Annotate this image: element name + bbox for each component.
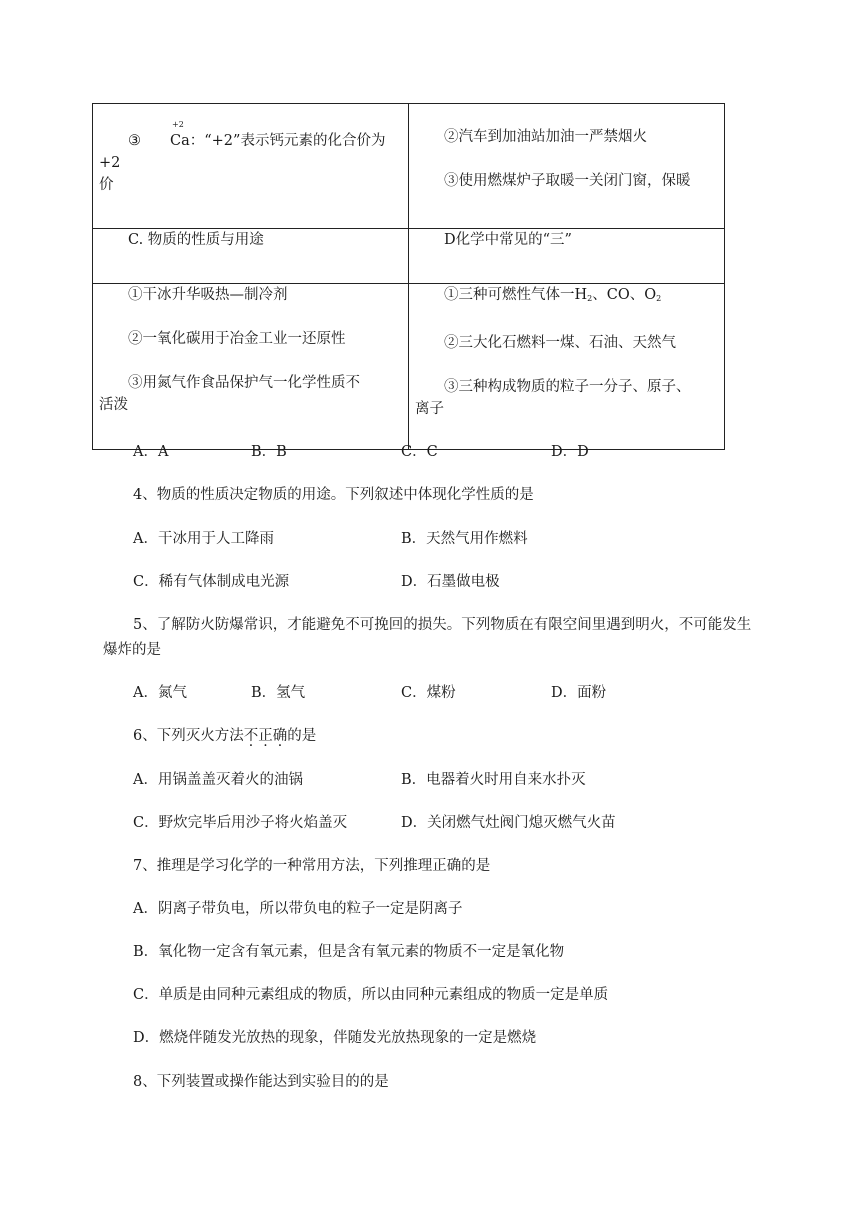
row3-left-line-3: ③用氮气作食品保护气一化学性质不: [128, 375, 360, 391]
section-c-heading: C. 物质的性质与用途: [128, 232, 264, 248]
q6-stem-b: 的是: [287, 728, 317, 744]
q6-option-d: D．关闭燃气灶阀门熄灭燃气火苗: [401, 815, 616, 831]
row1-left-continuation: 价: [99, 177, 114, 193]
subscript: 2: [587, 294, 593, 303]
row3-right-line-1-a: ①三种可燃性气体一H: [444, 287, 588, 303]
table-cell-row2-left: [93, 229, 409, 284]
emphasis-char: 正: [258, 728, 273, 744]
calcium-ion-symbol: [141, 120, 190, 152]
q4-option-d: D．石墨做电极: [401, 574, 500, 590]
q6-stem-a: 6、下列灭火方法: [133, 728, 244, 744]
q4-stem: 4、物质的性质决定物质的用途。下列叙述中体现化学性质的是: [133, 487, 534, 503]
q5-option-d: D．面粉: [551, 685, 607, 701]
q7-option-b: B．氧化物一定含有氧元素，但是含有氧元素的物质不一定是氧化物: [133, 944, 565, 960]
q6-option-c: C．野炊完毕后用沙子将火焰盖灭: [133, 815, 348, 831]
comparison-table: [92, 103, 725, 450]
element-symbol: Ca: [170, 133, 190, 149]
q6-stem: [133, 725, 316, 747]
table-row: [93, 284, 725, 450]
row1-right-line-1: ②汽车到加油站加油一严禁烟火: [444, 129, 647, 145]
emphasis-char: 不: [243, 728, 259, 744]
q5-stem-line-2: 爆炸的是: [103, 642, 161, 658]
q7-stem: 7、推理是学习化学的一种常用方法，下列推理正确的是: [133, 858, 491, 874]
q3-option-d: D．D: [551, 444, 589, 460]
q3-option-b: B．B: [251, 444, 287, 460]
row1-right-line-2: ③使用燃煤炉子取暖一关闭门窗，保暖: [444, 173, 691, 189]
row3-right-line-3: ③三种构成物质的粒子一分子、原子、: [444, 379, 691, 395]
q3-option-c: C．C: [401, 444, 438, 460]
row3-right-line-1: [415, 284, 718, 310]
table-row: [93, 229, 725, 284]
section-d-heading: D化学中常见的“三”: [444, 232, 572, 248]
q4-option-a: A．干冰用于人工降雨: [133, 531, 274, 547]
row1-left-text: ：“+2”表示钙元素的化合价为+2: [99, 133, 386, 171]
q7-option-c: C．单质是由同种元素组成的物质，所以由同种元素组成的物质一定是单质: [133, 987, 609, 1003]
q5-option-a: A．氮气: [133, 685, 187, 701]
table-cell-row3-right: [409, 284, 725, 450]
q5-option-c: C．煤粉: [401, 685, 456, 701]
table-cell-row1-left: [93, 104, 409, 229]
circled-number: ③: [128, 133, 141, 149]
subscript: 2: [656, 294, 662, 303]
q6-option-b: B．电器着火时用自来水扑灭: [401, 772, 586, 788]
q7-option-d: D．燃烧伴随发光放热的现象，伴随发光放热现象的一定是燃烧: [133, 1030, 537, 1046]
emphasis-char: 确: [272, 728, 288, 744]
row3-left-line-1: ①干冰升华吸热—制冷剂: [128, 287, 288, 303]
row3-right-line-1-b: 、CO、O: [592, 287, 657, 303]
q3-option-a: A．A: [133, 444, 169, 460]
row3-right-line-4: 离子: [415, 401, 444, 417]
row3-left-line-4: 活泼: [99, 397, 128, 413]
q5-stem-line-1: 5、了解防火防爆常识，才能避免不可挽回的损失。下列物质在有限空间里遇到明火，不可能发生: [133, 617, 752, 633]
q8-stem: 8、下列装置或操作能达到实验目的的是: [133, 1074, 389, 1090]
q6-option-a: A．用锅盖盖灭着火的油锅: [133, 772, 303, 788]
row3-right-line-2: ②三大化石燃料一煤、石油、天然气: [444, 335, 676, 351]
table-row: [93, 104, 725, 229]
q4-option-c: C．稀有气体制成电光源: [133, 574, 290, 590]
row3-left-line-2: ②一氧化碳用于冶金工业一还原性: [128, 331, 346, 347]
charge-superscript: +2: [172, 120, 184, 129]
table-cell-row3-left: [93, 284, 409, 450]
q5-option-b: B．氢气: [251, 685, 306, 701]
table-cell-row2-right: [409, 229, 725, 284]
q7-option-a: A．阴离子带负电，所以带负电的粒子一定是阴离子: [133, 901, 463, 917]
q4-option-b: B．天然气用作燃料: [401, 531, 528, 547]
table-cell-row1-right: [409, 104, 725, 229]
